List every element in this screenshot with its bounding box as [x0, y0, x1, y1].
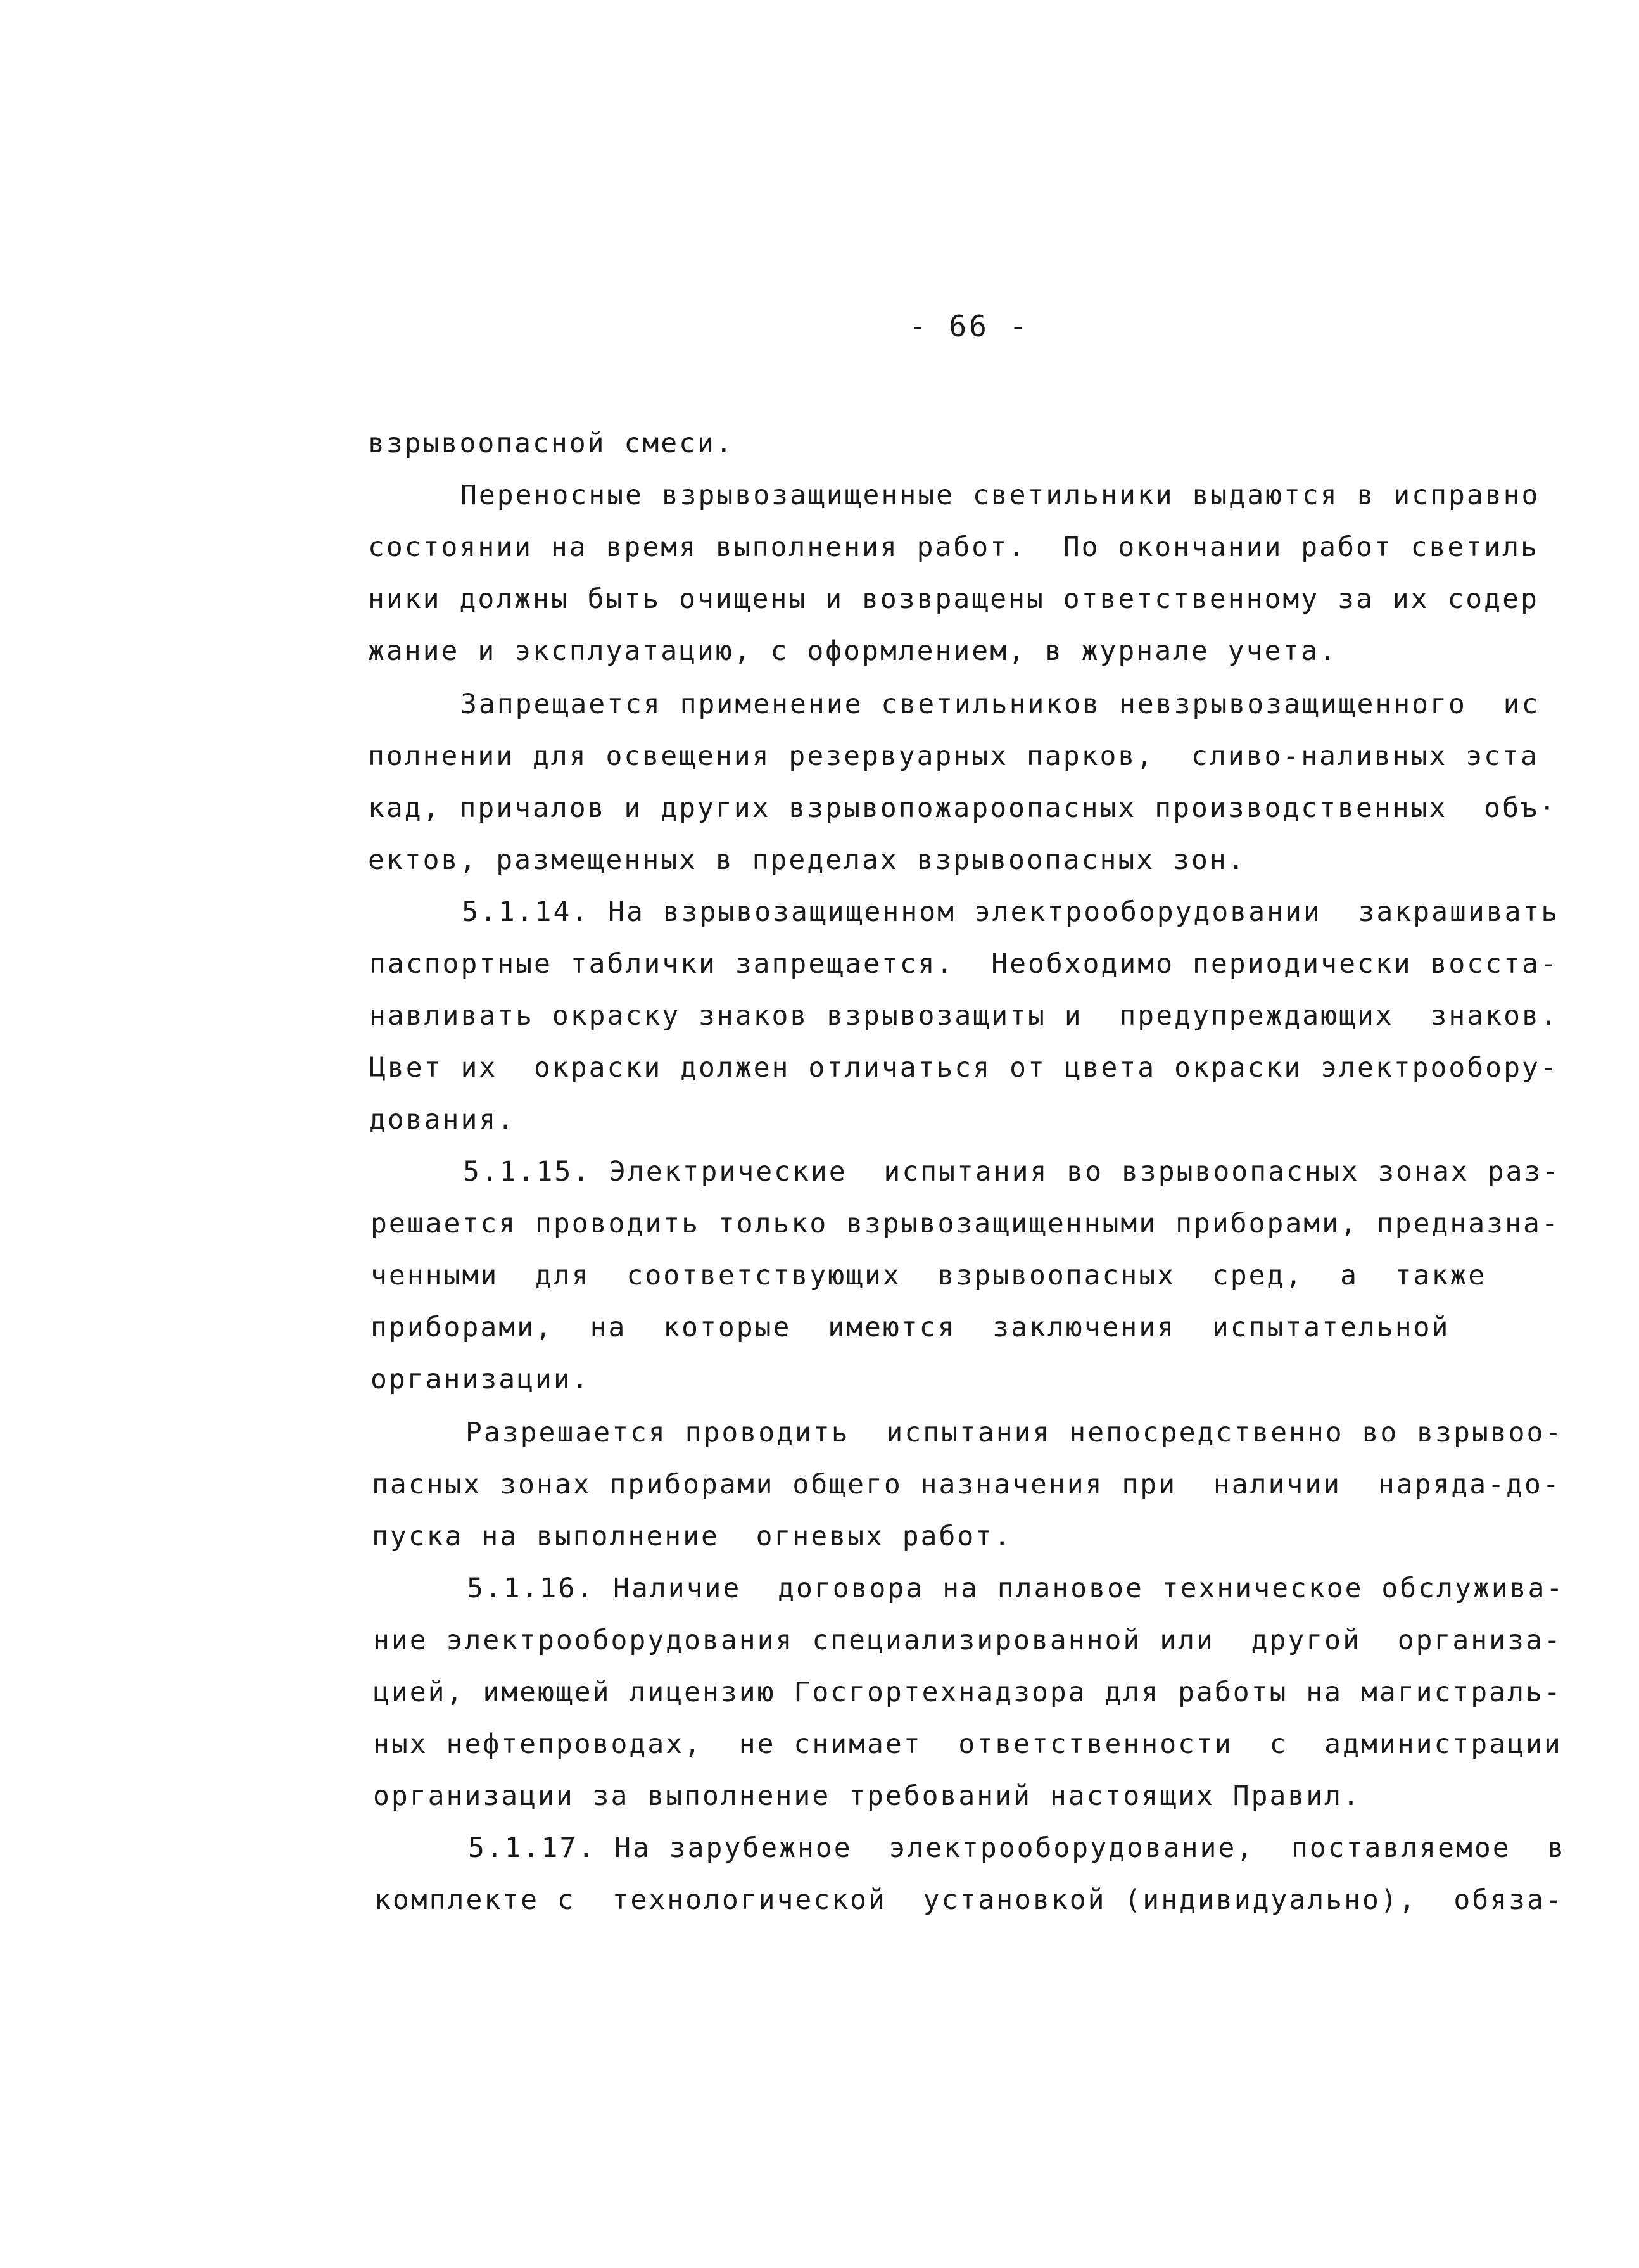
text-line: навливать окраску знаков взрывозащиты и предупреждающих знаков.	[369, 1000, 1559, 1032]
text-line: 5.1.14. На взрывозащищенном электрооборудовании закрашивать	[462, 896, 1560, 928]
text-line: жание и эксплуатацию, с оформлением, в журнале учета.	[368, 635, 1338, 667]
text-line: пуска на выполнение огневых работ.	[372, 1521, 1013, 1552]
text-line: Запрещается применение светильников невзрывозащищенного ис	[460, 688, 1540, 720]
text-line: ники должны быть очищены и возвращены ответственному за их содер	[368, 583, 1539, 615]
text-line: взрывоопасной смеси.	[368, 428, 734, 459]
text-line: цией, имеющей лицензию Госгортехнадзора для работы на магистраль-	[373, 1676, 1562, 1708]
text-line: Разрешается проводить испытания непосредственно во взрывоо-	[465, 1417, 1564, 1448]
text-line: ных нефтепроводах, не снимает ответственности с администрации	[373, 1728, 1562, 1760]
page-number: - 66 -	[909, 309, 1030, 343]
text-line: решается проводить только взрывозащищенными приборами, предназна-	[370, 1208, 1560, 1239]
text-line: Переносные взрывозащищенные светильники выдаются в исправно	[460, 479, 1540, 511]
text-line: Цвет их окраски должен отличаться от цвета окраски электрообору-	[369, 1052, 1559, 1084]
text-line: кад, причалов и других взрывопожароопасных производственных объ·	[368, 792, 1557, 824]
text-line: 5.1.15. Электрические испытания во взрывоопасных зонах раз-	[463, 1156, 1561, 1188]
text-line: организации за выполнение требований настоящих Правил.	[373, 1780, 1361, 1812]
text-line: организации.	[370, 1364, 590, 1395]
text-line: 5.1.17. На зарубежное электрооборудование, поставляемое в	[468, 1832, 1566, 1864]
text-line: паспортные таблички запрещается. Необходимо периодически восста-	[369, 948, 1559, 980]
text-line: 5.1.16. Наличие договора на плановое техническое обслужива-	[467, 1573, 1565, 1604]
text-line: приборами, на которые имеются заключения испытательной	[370, 1312, 1450, 1343]
text-line: состоянии на время выполнения работ. По окончании работ светиль	[368, 531, 1539, 563]
text-line: ние электрооборудования специализированной или другой организа-	[373, 1625, 1562, 1656]
text-line: полнении для освещения резервуарных парков, сливо-наливных эста	[368, 740, 1539, 772]
text-line: пасных зонах приборами общего назначения при наличии наряда-до-	[372, 1469, 1561, 1500]
text-line: ектов, размещенных в пределах взрывоопасных зон.	[368, 844, 1246, 876]
text-line: комплекте с технологической установкой (индивидуально), обяза-	[374, 1884, 1564, 1916]
text-line: дования.	[369, 1104, 516, 1136]
text-line: ченными для соответствующих взрывоопасных сред, а также	[370, 1260, 1487, 1291]
